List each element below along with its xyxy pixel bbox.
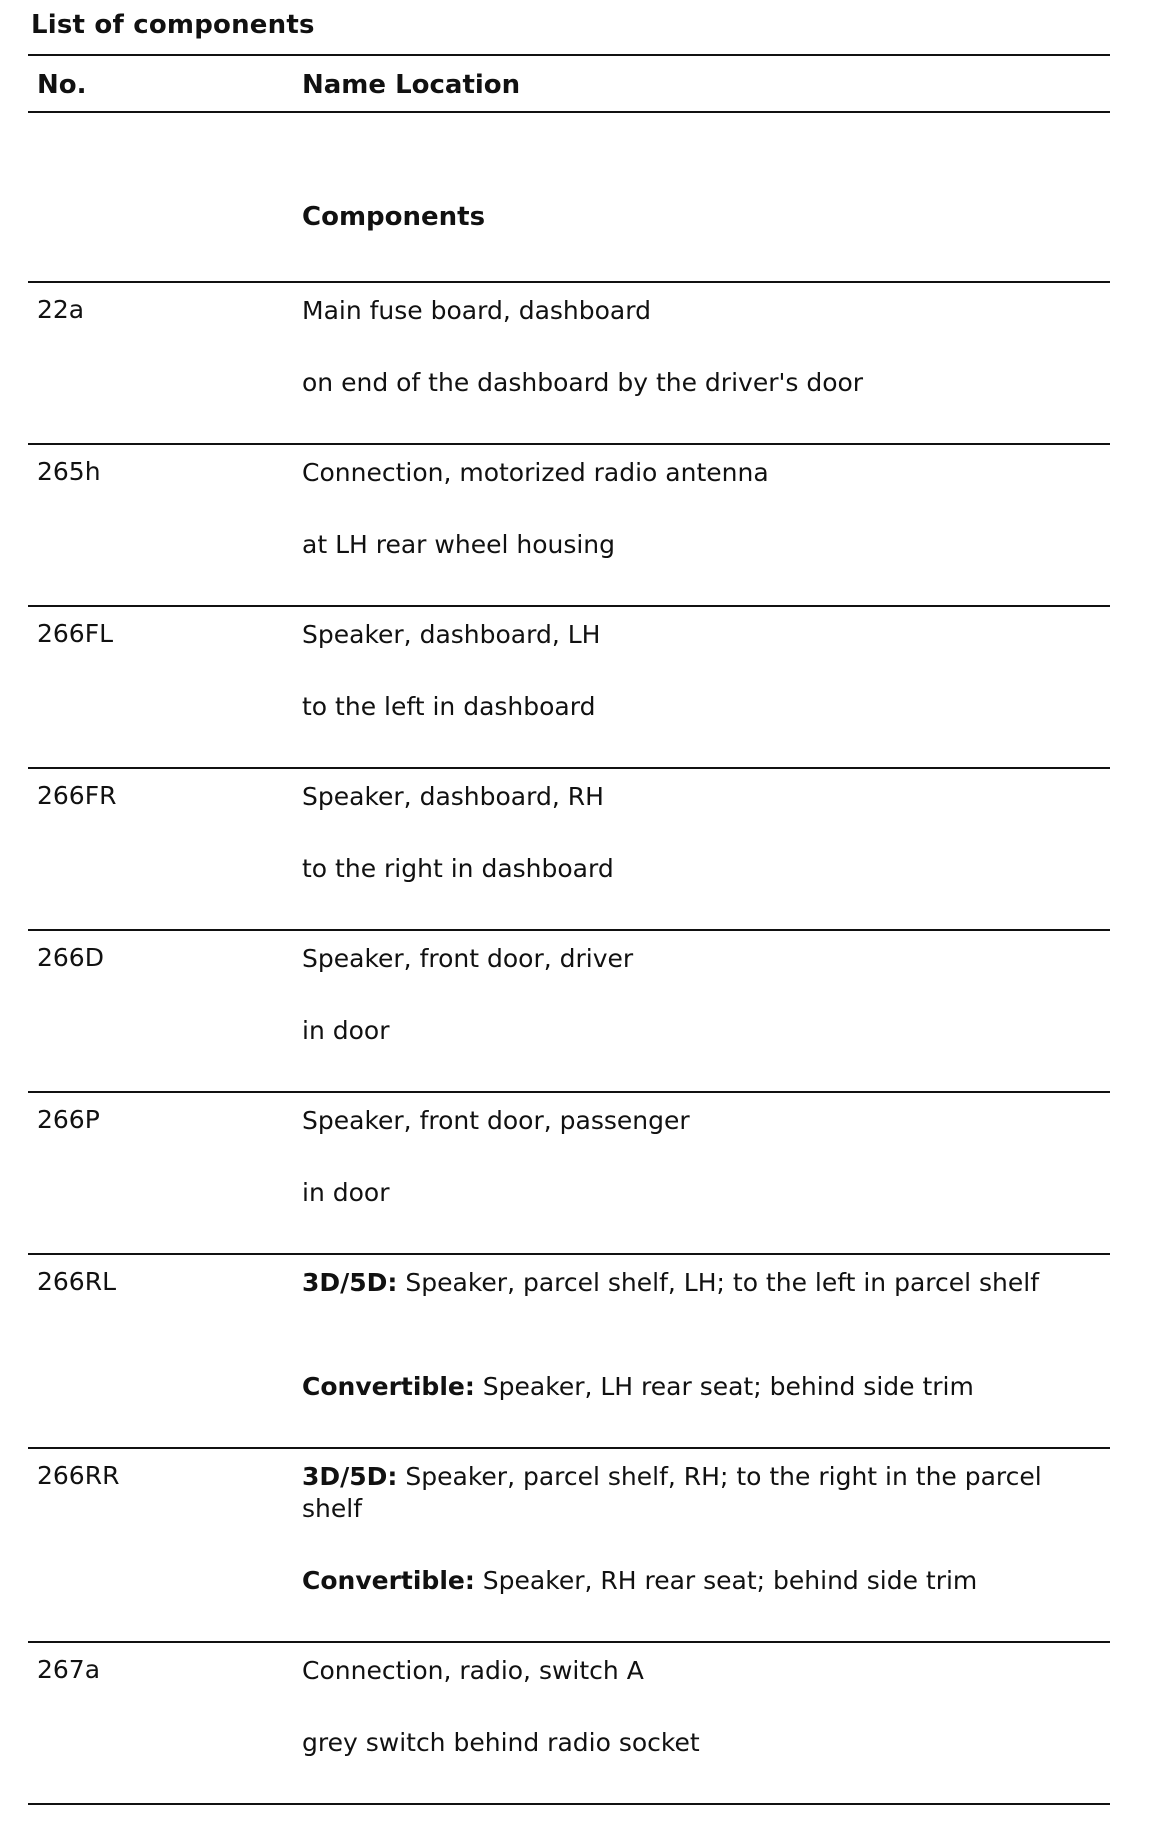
component-name: Connection, radio, switch A (302, 1656, 644, 1685)
variant-prefix-convertible: Convertible: (302, 1372, 475, 1401)
component-location: to the left in dashboard (302, 692, 596, 721)
table-row-266p (0, 1091, 1152, 1253)
header-top-rule (28, 54, 1110, 56)
component-number: 22a (37, 295, 85, 324)
variant-prefix-3d5d: 3D/5D: (302, 1462, 398, 1491)
table-row-266fr (0, 767, 1152, 929)
table-row-266d (0, 929, 1152, 1091)
component-location (302, 1371, 1092, 1403)
component-name-text: Speaker, parcel shelf, LH; to the left in parcel shelf (397, 1268, 1040, 1297)
component-number: 266RL (37, 1267, 117, 1296)
component-name: Speaker, front door, passenger (302, 1106, 690, 1135)
component-name: Speaker, front door, driver (302, 944, 634, 973)
table-row-266rr (0, 1447, 1152, 1641)
component-number: 265h (37, 457, 101, 486)
component-number: 267a (37, 1655, 101, 1684)
table-row-22a (0, 281, 1152, 443)
component-number: 266P (37, 1105, 100, 1134)
component-name-text: Speaker, parcel shelf, RH; to the right in the parcel shelf (302, 1462, 1042, 1523)
section-title-components: Components (302, 202, 486, 232)
component-location (302, 1565, 1092, 1597)
component-location: at LH rear wheel housing (302, 530, 616, 559)
table-row-266fl (0, 605, 1152, 767)
component-name: Speaker, dashboard, RH (302, 782, 604, 811)
component-name: Speaker, dashboard, LH (302, 620, 601, 649)
table-bottom-rule (28, 1803, 1110, 1805)
component-name (302, 1267, 1092, 1299)
variant-prefix-3d5d: 3D/5D: (302, 1268, 398, 1297)
column-header-name-location: Name Location (302, 70, 521, 100)
component-number: 266RR (37, 1461, 120, 1490)
header-bottom-rule (28, 111, 1110, 113)
component-location: in door (302, 1178, 390, 1207)
component-location-text: Speaker, LH rear seat; behind side trim (474, 1372, 974, 1401)
component-number: 266FL (37, 619, 114, 648)
table-row-267a (0, 1641, 1152, 1803)
component-location: to the right in dashboard (302, 854, 614, 883)
variant-prefix-convertible: Convertible: (302, 1566, 475, 1595)
component-name: Main fuse board, dashboard (302, 296, 651, 325)
component-number: 266D (37, 943, 104, 972)
component-number: 266FR (37, 781, 117, 810)
component-name (302, 1461, 1092, 1525)
component-location-text: Speaker, RH rear seat; behind side trim (474, 1566, 978, 1595)
table-row-265h (0, 443, 1152, 605)
column-header-no: No. (37, 70, 87, 100)
table-row-266rl (0, 1253, 1152, 1447)
component-location: in door (302, 1016, 390, 1045)
document-title: List of components (31, 10, 315, 40)
component-location: grey switch behind radio socket (302, 1728, 700, 1757)
component-location: on end of the dashboard by the driver's door (302, 368, 864, 397)
component-name: Connection, motorized radio antenna (302, 458, 769, 487)
